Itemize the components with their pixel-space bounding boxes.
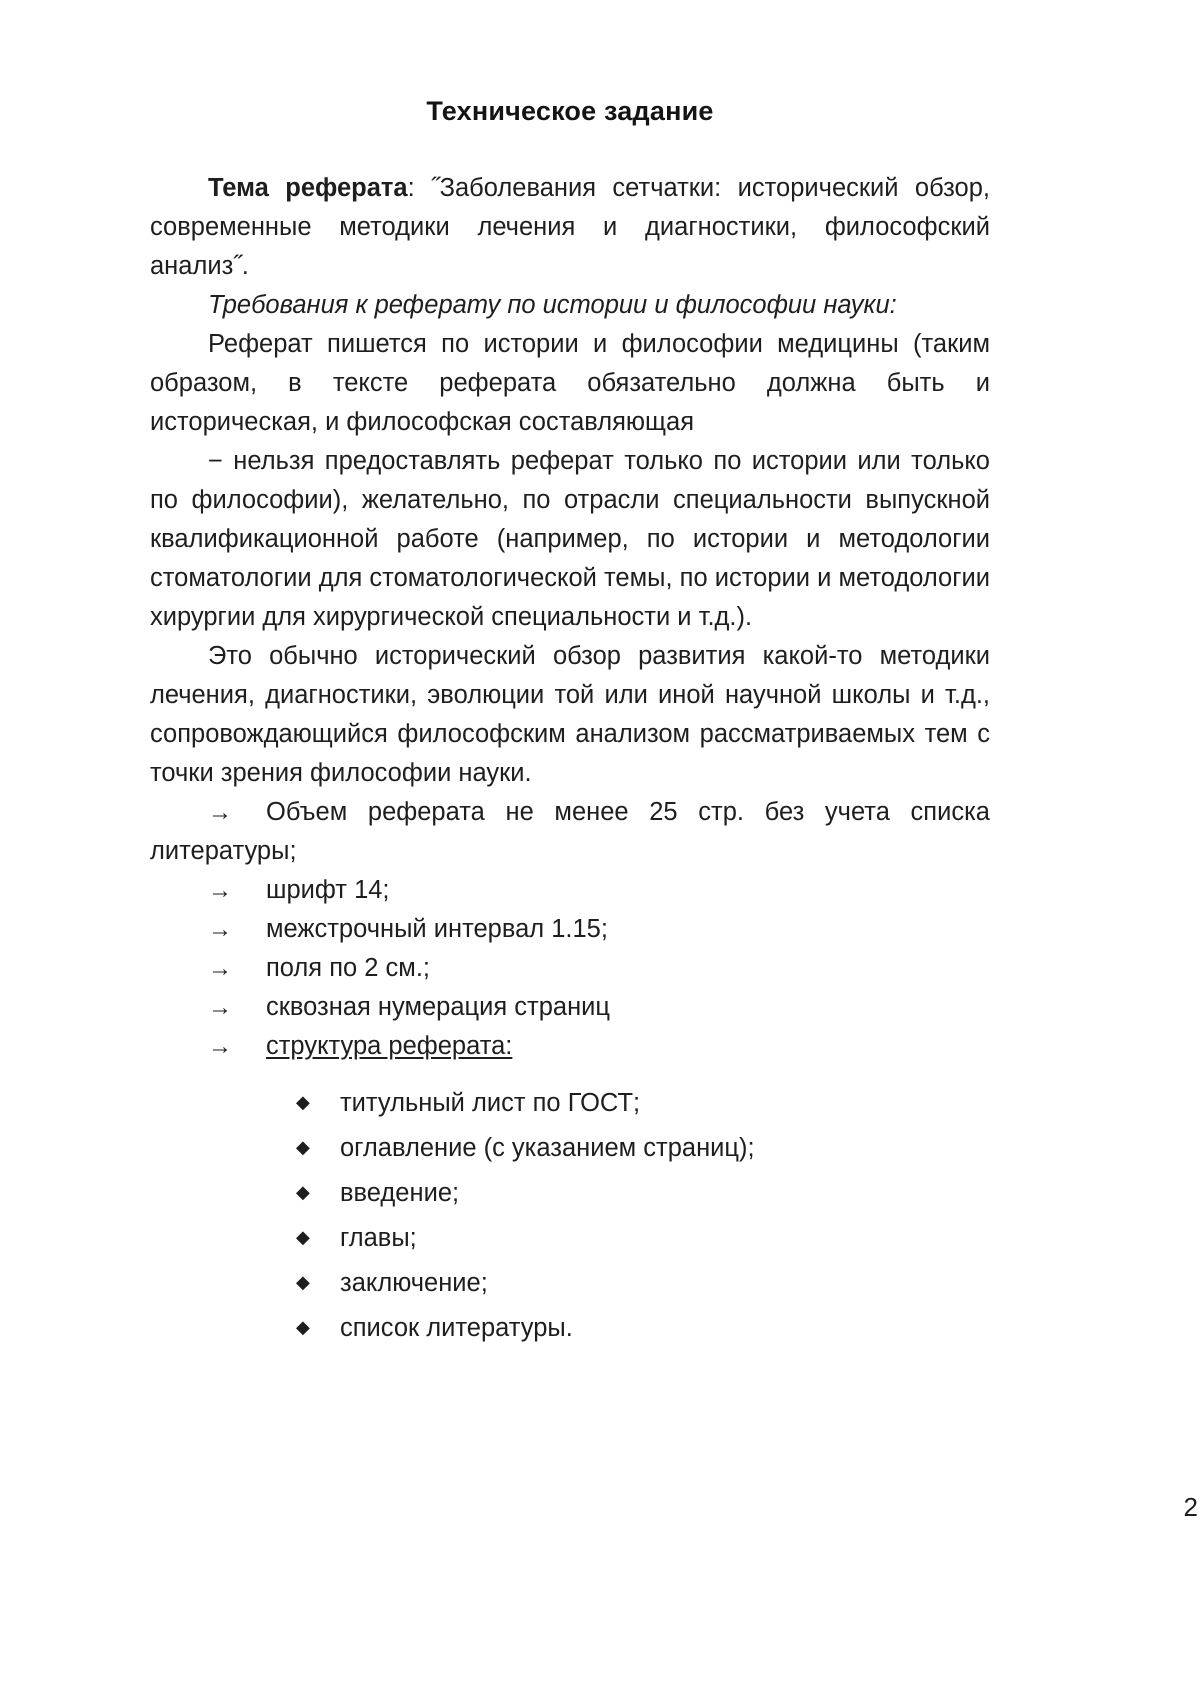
- list-item-label: структура реферата:: [266, 1032, 513, 1060]
- structure-diamond-list: [150, 1080, 990, 1350]
- paragraph-essay-rules: Реферат пишется по истории и философии медицины (таким образом, в тексте реферата обязательно должна быть и историческая, и философская составляющая: [150, 330, 990, 436]
- diamond-icon: ◆: [296, 1227, 310, 1247]
- list-item: [150, 988, 990, 1027]
- list-item-label: титульный лист по ГОСТ;: [340, 1089, 641, 1117]
- diamond-icon: ◆: [296, 1092, 310, 1112]
- list-item: [150, 1215, 990, 1260]
- list-item: [150, 1305, 990, 1350]
- page-title: Техническое задание: [426, 96, 714, 126]
- list-item-label: шрифт 14;: [266, 876, 390, 904]
- list-item-label: оглавление (с указанием страниц);: [340, 1134, 755, 1162]
- topic-value: : ˝Заболевания сетчатки: исторический обзор, современные методики лечения и диагностики, философский анализ˝.: [150, 174, 990, 280]
- list-item: [150, 1260, 990, 1305]
- list-item: [150, 1170, 990, 1215]
- paragraph-requirements-heading: Требования к реферату по истории и философии науки:: [208, 291, 897, 319]
- diamond-icon: ◆: [296, 1182, 310, 1202]
- list-item-label: Объем реферата не менее 25 стр. без учета списка литературы;: [150, 798, 990, 865]
- diamond-icon: ◆: [296, 1137, 310, 1157]
- arrow-icon: →: [208, 994, 232, 1021]
- list-item: [150, 949, 990, 988]
- list-item: [150, 1080, 990, 1125]
- list-item: [150, 793, 990, 871]
- list-item-label: список литературы.: [340, 1314, 573, 1342]
- requirements-arrow-list: [150, 793, 990, 1066]
- paragraph-dash-clause: − нельзя предоставлять реферат только по истории или только по философии), желательно, по отрасли специальности выпускной квалификационной работе (например, по истории и методологии стоматологии для стоматологической темы, по истории и методологии хирургии для хирургической специальности и т.д.).: [150, 447, 990, 631]
- list-item-label: заключение;: [340, 1269, 488, 1297]
- arrow-icon: →: [208, 916, 232, 943]
- list-item: [150, 910, 990, 949]
- list-item: [150, 871, 990, 910]
- document-body: [150, 96, 990, 1350]
- list-item-label: межстрочный интервал 1.15;: [266, 915, 608, 943]
- arrow-icon: →: [208, 877, 232, 904]
- list-item-label: сквозная нумерация страниц: [266, 993, 611, 1021]
- diamond-icon: ◆: [296, 1272, 310, 1292]
- list-item-label: введение;: [340, 1179, 460, 1207]
- list-item-label: главы;: [340, 1224, 417, 1252]
- arrow-icon: →: [208, 1033, 232, 1060]
- topic-label: Тема реферата: [208, 174, 408, 202]
- list-item-label: поля по 2 см.;: [266, 954, 430, 982]
- paragraph-historical-review: Это обычно исторический обзор развития какой-то методики лечения, диагностики, эволюции той или иной научной школы и т.д., сопровождающийся философским анализом рассматриваемых тем с точки зрения философии науки.: [150, 642, 990, 787]
- list-item: [150, 1125, 990, 1170]
- list-item-structure: [150, 1027, 990, 1066]
- page-number: 2: [1183, 1492, 1198, 1522]
- diamond-icon: ◆: [296, 1317, 310, 1337]
- arrow-icon: →: [208, 799, 232, 826]
- arrow-icon: →: [208, 955, 232, 982]
- paragraph-topic: [150, 169, 990, 286]
